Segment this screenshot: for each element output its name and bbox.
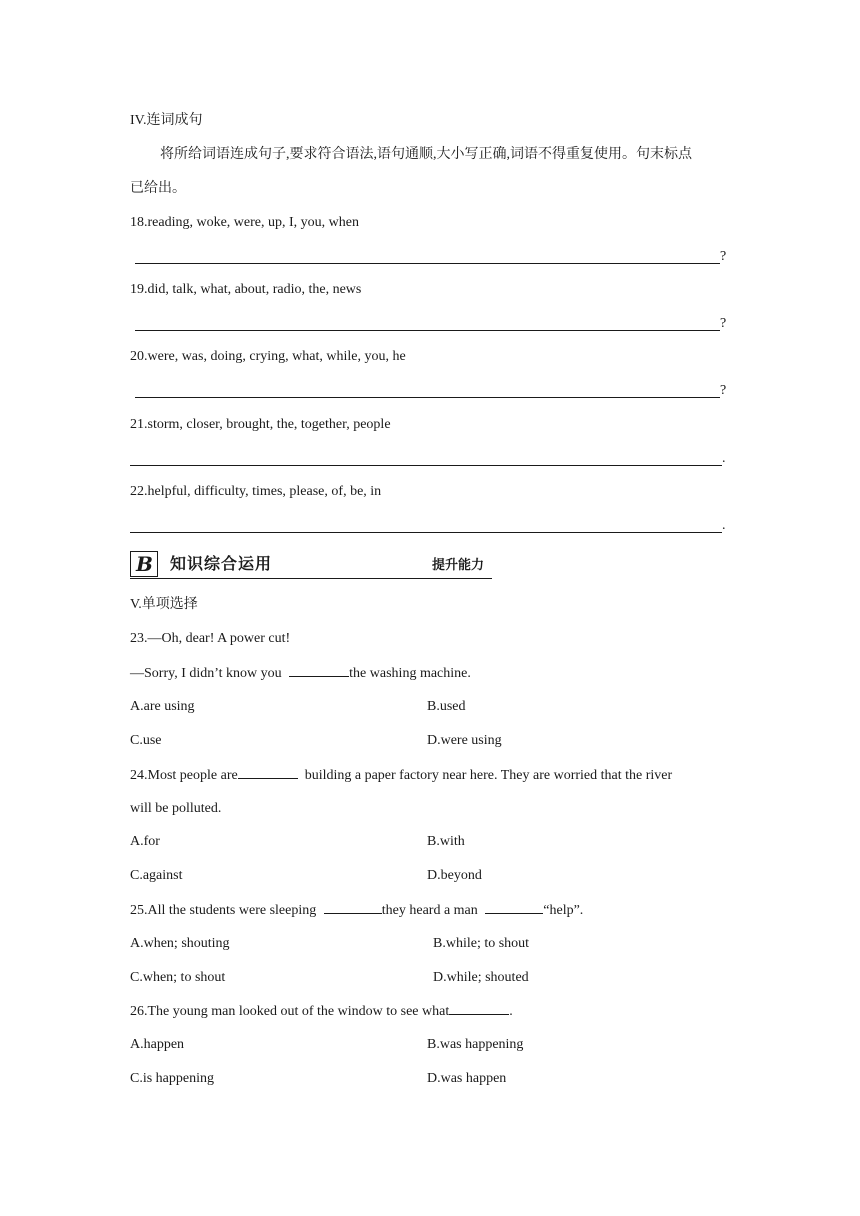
question-26-stem-end: . [509, 1004, 513, 1019]
question-25-stem-start: 25.All the students were sleeping [130, 903, 320, 918]
question-23-stem-start: —Sorry, I didn’t know you [130, 666, 286, 681]
option-b[interactable]: B.while; to shout [433, 936, 530, 951]
option-a[interactable]: A.are using [130, 699, 195, 714]
option-d[interactable]: D.were using [427, 733, 502, 748]
section-heading: V.单项选择 [130, 597, 198, 612]
question-25-stem-middle: they heard a man [381, 903, 482, 918]
question-26-stem-start: 26.The young man looked out of the window to see what [130, 1004, 450, 1019]
option-a[interactable]: A.happen [130, 1037, 185, 1052]
option-c[interactable]: C.use [130, 733, 162, 748]
option-d[interactable]: D.was happen [427, 1071, 507, 1086]
question-23-line: 23.—Oh, dear! A power cut! [130, 631, 291, 646]
question-20-end-punctuation: ? [720, 383, 727, 398]
question-22-prompt: 22.helpful, difficulty, times, please, of, be, in [130, 484, 382, 499]
question-18-end-punctuation: ? [720, 249, 727, 264]
question-19-answer-line[interactable] [135, 330, 720, 331]
question-21-prompt: 21.storm, closer, brought, the, together, people [130, 417, 391, 432]
option-a[interactable]: A.when; shouting [130, 936, 230, 951]
section-instruction-continued: 已给出。 [130, 181, 186, 196]
answer-blank[interactable] [238, 766, 298, 779]
answer-blank[interactable] [289, 664, 349, 677]
section-instruction: 将所给词语连成句子,要求符合语法,语句通顺,大小写正确,词语不得重复使用。句末标点 [160, 147, 692, 162]
question-21-end-punctuation: . [722, 451, 726, 466]
question-18-prompt: 18.reading, woke, were, up, I, you, when [130, 215, 359, 230]
answer-blank[interactable] [485, 901, 543, 914]
answer-blank[interactable] [324, 901, 382, 914]
answer-blank[interactable] [449, 1002, 509, 1015]
question-19-end-punctuation: ? [720, 316, 727, 331]
banner-badge [130, 551, 158, 577]
question-22-answer-line[interactable] [130, 532, 722, 533]
option-b[interactable]: B.with [427, 834, 465, 849]
option-c[interactable]: C.is happening [130, 1071, 214, 1086]
question-24-stem-end: building a paper factory near here. They are worried that the river [297, 768, 673, 783]
question-25-stem-end: “help”. [543, 903, 584, 918]
banner-subtitle: 提升能力 [432, 558, 485, 573]
question-20-prompt: 20.were, was, doing, crying, what, while, you, he [130, 349, 406, 364]
question-26-stem [130, 1002, 513, 1021]
question-24-stem [130, 766, 672, 785]
question-21-answer-line[interactable] [130, 465, 722, 466]
question-23-stem-end: the washing machine. [349, 666, 471, 681]
question-22-end-punctuation: . [722, 518, 726, 533]
option-d[interactable]: D.beyond [427, 868, 482, 883]
option-a[interactable]: A.for [130, 834, 160, 849]
option-b[interactable]: B.was happening [427, 1037, 524, 1052]
question-18-answer-line[interactable] [135, 263, 720, 264]
banner-badge-letter: B [136, 552, 153, 576]
option-c[interactable]: C.against [130, 868, 183, 883]
option-b[interactable]: B.used [427, 699, 466, 714]
option-c[interactable]: C.when; to shout [130, 970, 226, 985]
question-19-prompt: 19.did, talk, what, about, radio, the, news [130, 282, 362, 297]
section-banner [130, 551, 492, 579]
question-23-stem [130, 664, 471, 683]
option-d[interactable]: D.while; shouted [433, 970, 529, 985]
question-25-stem [130, 901, 583, 920]
banner-title: 知识综合运用 [170, 554, 273, 573]
question-24-stem-start: 24.Most people are [130, 768, 238, 783]
section-heading: IV.连词成句 [130, 113, 203, 128]
banner-divider [130, 578, 492, 579]
question-20-answer-line[interactable] [135, 397, 720, 398]
question-24-stem-continued: will be polluted. [130, 801, 222, 816]
